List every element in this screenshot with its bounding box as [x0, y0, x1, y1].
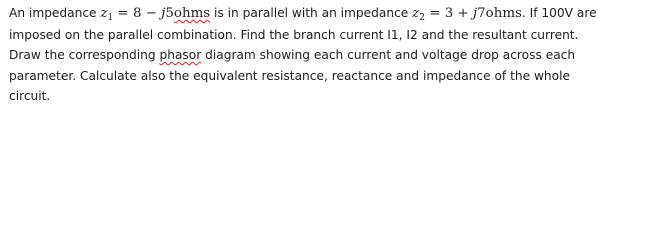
- question-line-5: circuit.: [9, 89, 51, 104]
- z2-variable: z: [412, 6, 420, 21]
- line3-text-a: Draw the corresponding: [9, 48, 160, 63]
- z1-unit-misspelled: ohms: [173, 6, 211, 21]
- misspelled-word: phasor: [159, 48, 202, 63]
- z1-subscript: 1: [107, 13, 114, 23]
- z2-expression: [412, 6, 522, 21]
- z1-expression: [100, 6, 210, 21]
- line1-text-a: An impedance: [9, 6, 101, 20]
- z1-j: j: [161, 6, 166, 21]
- z2-magnitude: 7ohms: [477, 6, 522, 21]
- line3-text-b: diagram showing each current and voltage drop across each: [201, 48, 576, 63]
- question-line-1: [9, 3, 650, 25]
- z1-equals: = 8 −: [113, 6, 162, 21]
- z1-variable: z: [100, 6, 108, 21]
- line1-text-c: . If 100V are: [521, 6, 597, 20]
- z1-magnitude: 5: [165, 6, 174, 21]
- question-line-3: [9, 45, 650, 66]
- z2-equals: = 3 +: [424, 6, 473, 21]
- z2-j: j: [472, 6, 478, 21]
- z2-subscript: 2: [419, 13, 425, 23]
- question-line-2: imposed on the parallel combination. Find the branch current I1, I2 and the resultant current.: [9, 27, 579, 42]
- question-line-4: parameter. Calculate also the equivalent resistance, reactance and impedance of the whole: [9, 68, 570, 83]
- line1-text-b: is in parallel with an impedance: [210, 6, 413, 20]
